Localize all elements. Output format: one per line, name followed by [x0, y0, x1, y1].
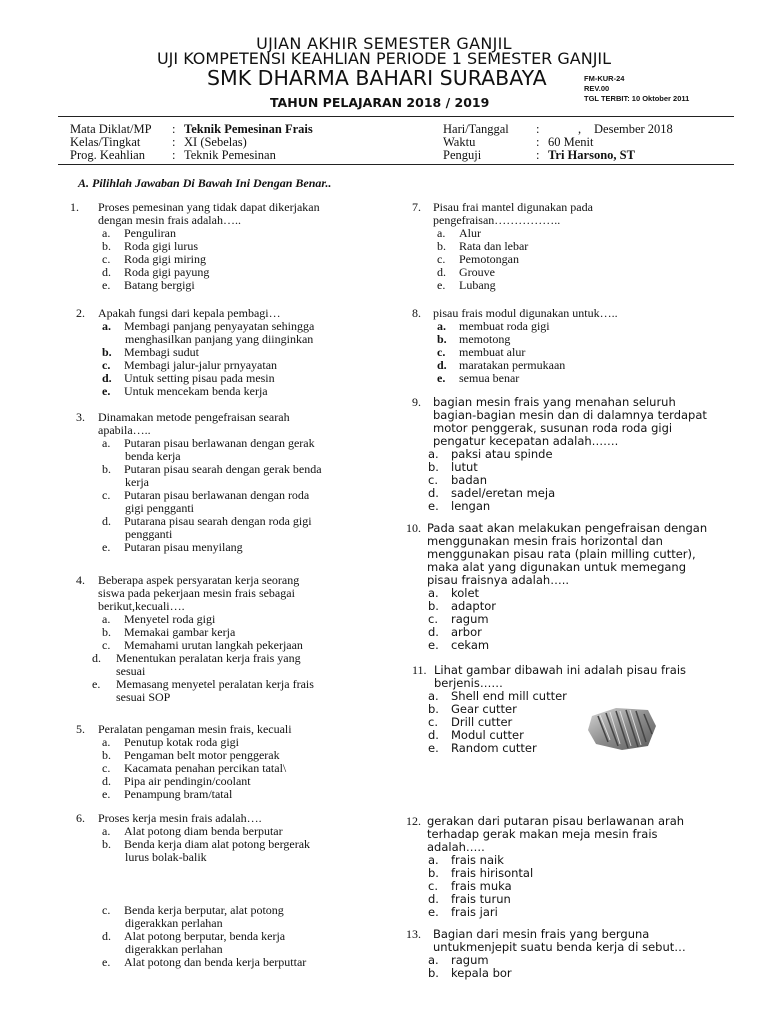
option-letter: e. [92, 677, 101, 691]
option-text: Alur [459, 226, 481, 240]
option-text: lutut [451, 460, 478, 474]
option-text: Pengaman belt motor penggerak [124, 748, 280, 762]
option-text: sadel/eretan meja [451, 486, 556, 500]
option-letter: b. [428, 460, 439, 474]
option-letter: c. [102, 638, 111, 652]
option-text: Lubang [459, 278, 496, 292]
option-letter: a. [102, 735, 111, 749]
option-text-continued: digerakkan perlahan [125, 916, 223, 930]
option-letter: a. [102, 319, 111, 333]
option-letter: a. [428, 689, 439, 703]
option-text: Memasang menyetel peralatan kerja frais [116, 677, 314, 691]
option-letter: b. [428, 966, 439, 980]
option-text: Alat potong dan benda kerja berputtar [124, 955, 307, 969]
question-text-line: Proses pemesinan yang tidak dapat dikerjakan [98, 200, 320, 214]
option-text: frais naik [451, 853, 504, 867]
option-letter: e. [428, 741, 439, 755]
option-text: arbor [451, 625, 482, 639]
option-letter: c. [102, 358, 111, 372]
option-text: maratakan permukaan [459, 358, 566, 372]
option-text-continued: lurus bolak-balik [125, 850, 207, 864]
option-letter: d. [437, 265, 446, 279]
question-number: 3. [76, 410, 85, 424]
option-letter: c. [428, 715, 438, 729]
option-text: cekam [451, 638, 490, 652]
question-text-line: bagian-bagian mesin dan di dalamnya terdapat [433, 408, 707, 422]
option-text: paksi atau spinde [451, 447, 553, 461]
option-text: Modul cutter [451, 728, 524, 742]
info-colon: : [172, 135, 176, 149]
question-text-line: gerakan dari putaran pisau berlawanan arah [427, 814, 685, 828]
option-text: Roda gigi payung [124, 265, 210, 279]
question-text-line: Bagian dari mesin frais yang berguna [433, 927, 650, 941]
option-text: Untuk setting pisau pada mesin [124, 371, 275, 385]
question-text-line: menggunakan pisau rata (plain milling cutter), [427, 547, 696, 561]
option-letter: e. [428, 638, 439, 652]
option-letter: c. [102, 488, 111, 502]
question-text-line: Proses kerja mesin frais adalah…. [98, 811, 262, 825]
option-letter: c. [428, 612, 438, 626]
option-text: frais hirisontal [451, 866, 534, 880]
question-text-line: Beberapa aspek persyaratan kerja seorang [98, 573, 300, 587]
option-letter: e. [428, 905, 439, 919]
question-text-line: pisau frais modul digunakan untuk….. [433, 306, 618, 320]
option-text: kolet [451, 586, 480, 600]
info-label-date: Hari/Tanggal [443, 122, 509, 136]
option-letter: c. [428, 879, 438, 893]
option-letter: c. [102, 252, 111, 266]
option-letter: d. [428, 728, 439, 742]
question-number: 2. [76, 306, 85, 320]
option-text: ragum [451, 953, 489, 967]
info-colon: : [172, 148, 176, 162]
option-text: Kacamata penahan percikan tatal\ [124, 761, 287, 775]
option-text: Random cutter [451, 741, 537, 755]
info-value-program: Teknik Pemesinan [184, 148, 276, 162]
option-text: Penampung bram/tatal [124, 787, 233, 801]
option-text: Benda kerja berputar, alat potong [124, 903, 284, 917]
option-text: Putaran pisau berlawanan dengan gerak [124, 436, 315, 450]
issue-date: TGL TERBIT: 10 Oktober 2011 [584, 94, 690, 103]
option-text: Untuk mencekam benda kerja [124, 384, 268, 398]
option-letter: b. [437, 332, 447, 346]
info-label-subject: Mata Diklat/MP [70, 122, 152, 136]
option-text: frais jari [451, 905, 498, 919]
academic-year: TAHUN PELAJARAN 2018 / 2019 [270, 95, 490, 110]
info-label-program: Prog. Keahlian [70, 148, 145, 162]
option-text: Penguliran [124, 226, 176, 240]
option-letter: d. [102, 371, 112, 385]
question-text-line: menggunakan mesin frais horizontal dan [427, 534, 663, 548]
option-letter: e. [102, 278, 111, 292]
option-text: semua benar [459, 371, 520, 385]
question-number: 6. [76, 811, 85, 825]
info-colon: : [172, 122, 176, 136]
option-text: Benda kerja diam alat potong bergerak [124, 837, 311, 851]
question-text-line: siswa pada pekerjaan mesin frais sebagai [98, 586, 295, 600]
option-text-continued: kerja [125, 475, 149, 489]
option-letter: a. [428, 586, 439, 600]
question-number: 11. [412, 663, 427, 677]
option-text: frais muka [451, 879, 512, 893]
option-text-continued: sesuai [116, 664, 146, 678]
info-value-class: XI (Sebelas) [184, 135, 247, 149]
option-letter: b. [102, 837, 111, 851]
option-text: adaptor [451, 599, 496, 613]
question-text-line: untukmenjepit suatu benda kerja di sebut… [433, 940, 686, 954]
exam-title: UJIAN AKHIR SEMESTER GANJIL [256, 34, 512, 53]
option-letter: a. [437, 319, 446, 333]
option-text-continued: benda kerja [125, 449, 181, 463]
option-letter: d. [92, 651, 101, 665]
option-text: Putarana pisau searah dengan roda gigi [124, 514, 312, 528]
option-letter: d. [102, 514, 111, 528]
option-text: Gear cutter [451, 702, 517, 716]
option-text: Rata dan lebar [459, 239, 529, 253]
option-text: ragum [451, 612, 489, 626]
question-text-line: berikut,kecuali…. [98, 599, 185, 613]
question-text-line: maka alat yang digunakan untuk memegang [427, 560, 687, 574]
option-letter: b. [102, 462, 111, 476]
option-letter: d. [428, 486, 439, 500]
milling-cutter-image [586, 702, 660, 754]
option-letter: e. [102, 955, 111, 969]
exam-subtitle: UJI KOMPETENSI KEAHLIAN PERIODE 1 SEMESTER GANJIL [156, 49, 612, 68]
info-value-examiner: Tri Harsono, ST [548, 148, 635, 162]
option-letter: b. [428, 599, 439, 613]
option-text: kepala bor [451, 966, 512, 980]
option-text: Membagi panjang penyayatan sehingga [124, 319, 315, 333]
question-number: 5. [76, 722, 85, 736]
option-text: Grouve [459, 265, 495, 279]
option-text: Memahami urutan langkah pekerjaan [124, 638, 303, 652]
question-text-line: Peralatan pengaman mesin frais, kecuali [98, 722, 292, 736]
question-number: 12. [406, 814, 421, 828]
option-letter: e. [102, 787, 111, 801]
question-text-line: pisau fraisnya adalah….. [427, 573, 570, 587]
option-text: Roda gigi miring [124, 252, 206, 266]
option-letter: b. [102, 748, 111, 762]
option-letter: a. [102, 612, 111, 626]
option-letter: e. [428, 499, 439, 513]
option-letter: d. [102, 929, 111, 943]
option-text: Pipa air pendingin/coolant [124, 774, 251, 788]
school-name: SMK DHARMA BAHARI SURABAYA [207, 66, 547, 90]
option-letter: c. [102, 761, 111, 775]
option-text: membuat alur [459, 345, 526, 359]
option-letter: b. [102, 345, 112, 359]
option-letter: e. [437, 371, 446, 385]
option-letter: b. [428, 866, 439, 880]
option-text: Putaran pisau berlawanan dengan roda [124, 488, 310, 502]
question-text-line: Pisau frai mantel digunakan pada [433, 200, 593, 214]
question-text-line: dengan mesin frais adalah….. [98, 213, 241, 227]
option-text-continued: pengganti [125, 527, 173, 541]
question-number: 13. [406, 927, 421, 941]
question-text-line: Lihat gambar dibawah ini adalah pisau frais [434, 663, 687, 677]
option-text: Shell end mill cutter [451, 689, 567, 703]
option-text: lengan [451, 499, 491, 513]
question-number: 1. [70, 200, 79, 214]
option-letter: d. [428, 892, 439, 906]
revision-code: REV.00 [584, 84, 610, 93]
option-letter: c. [102, 903, 111, 917]
option-text-continued: menghasilkan panjang yang diinginkan [125, 332, 314, 346]
option-text: Memakai gambar kerja [124, 625, 236, 639]
option-letter: e. [437, 278, 446, 292]
info-colon: : [536, 148, 540, 162]
option-letter: d. [428, 625, 439, 639]
option-letter: a. [102, 824, 111, 838]
option-letter: a. [428, 953, 439, 967]
info-colon: : [536, 135, 540, 149]
question-text-line: Dinamakan metode pengefraisan searah [98, 410, 290, 424]
option-text-continued: gigi pengganti [125, 501, 194, 515]
option-text: Drill cutter [451, 715, 513, 729]
question-text-line: pengatur kecepatan adalah……. [433, 434, 619, 448]
option-letter: d. [437, 358, 447, 372]
option-text: Membagi jalur-jalur prnyayatan [124, 358, 278, 372]
question-text-line: adalah….. [427, 840, 485, 854]
option-letter: d. [102, 265, 111, 279]
info-value-subject: Teknik Pemesinan Frais [184, 122, 313, 136]
info-label-time: Waktu [443, 135, 476, 149]
option-letter: b. [428, 702, 439, 716]
info-value-time: 60 Menit [548, 135, 594, 149]
option-letter: d. [102, 774, 111, 788]
form-code: FM-KUR-24 [584, 74, 625, 83]
option-letter: e. [102, 540, 111, 554]
option-letter: e. [102, 384, 111, 398]
option-letter: a. [437, 226, 446, 240]
question-text-line: bagian mesin frais yang menahan seluruh [433, 395, 676, 409]
option-text: membuat roda gigi [459, 319, 550, 333]
option-letter: a. [102, 226, 111, 240]
option-text: badan [451, 473, 487, 487]
option-letter: c. [437, 252, 446, 266]
option-text: Membagi sudut [124, 345, 199, 359]
option-text: Menentukan peralatan kerja frais yang [116, 651, 301, 665]
option-letter: c. [437, 345, 446, 359]
option-letter: c. [428, 473, 438, 487]
info-label-examiner: Penguji [443, 148, 482, 162]
option-text: Menyetel roda gigi [124, 612, 216, 626]
question-number: 7. [412, 200, 421, 214]
option-text: Alat potong diam benda berputar [124, 824, 283, 838]
question-text-line: berjenis…… [434, 676, 503, 690]
question-text-line: Apakah fungsi dari kepala pembagi… [98, 306, 281, 320]
question-number: 8. [412, 306, 421, 320]
question-text-line: apabila….. [98, 423, 151, 437]
option-letter: b. [102, 625, 111, 639]
option-text: Batang bergigi [124, 278, 195, 292]
info-colon: : [536, 122, 540, 136]
option-text: frais turun [451, 892, 511, 906]
info-label-class: Kelas/Tingkat [70, 135, 141, 149]
question-number: 9. [412, 395, 421, 409]
option-letter: b. [437, 239, 446, 253]
question-text-line: motor penggerak, susunan roda roda gigi [433, 421, 673, 435]
question-text-line: Pada saat akan melakukan pengefraisan dengan [427, 521, 708, 535]
option-text: Pemotongan [459, 252, 519, 266]
question-text-line: terhadap gerak makan meja mesin frais [427, 827, 658, 841]
info-value-date-month: Desember 2018 [594, 122, 673, 136]
option-letter: a. [428, 853, 439, 867]
option-text: Penutup kotak roda gigi [124, 735, 239, 749]
option-text: Alat potong berputar, benda kerja [124, 929, 286, 943]
question-number: 4. [76, 573, 85, 587]
header-rule-top [58, 116, 734, 117]
option-text-continued: sesuai SOP [116, 690, 171, 704]
info-value-date-day: , [578, 122, 582, 136]
option-text: memotong [459, 332, 511, 346]
question-text-line: pengefraisan…………….. [433, 213, 561, 227]
option-text-continued: digerakkan perlahan [125, 942, 223, 956]
section-title: A. Pilihlah Jawaban Di Bawah Ini Dengan Benar.. [78, 176, 332, 190]
question-number: 10. [406, 521, 421, 535]
header-rule-bottom [58, 164, 734, 165]
option-letter: a. [102, 436, 111, 450]
option-text: Putaran pisau menyilang [124, 540, 243, 554]
option-text: Putaran pisau searah dengan gerak benda [124, 462, 322, 476]
option-letter: b. [102, 239, 111, 253]
option-letter: a. [428, 447, 439, 461]
option-text: Roda gigi lurus [124, 239, 198, 253]
